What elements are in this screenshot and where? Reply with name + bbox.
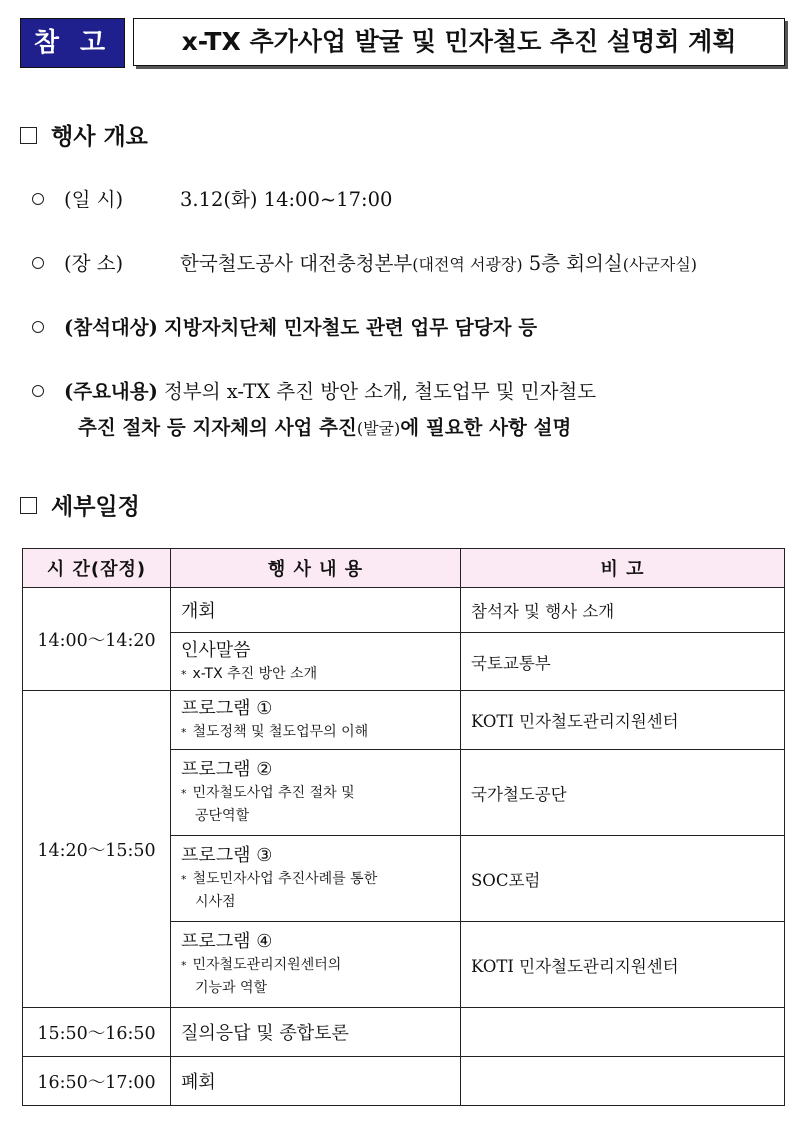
table-row bbox=[23, 1057, 785, 1106]
content-cell: 개회 bbox=[171, 588, 461, 633]
square-bullet-icon bbox=[20, 497, 37, 514]
content-cell: 프로그램 ③ * 철도민자사업 추진사례를 통한 시사점 bbox=[171, 836, 461, 922]
reference-badge: 참 고 bbox=[20, 18, 125, 68]
header-time: 시 간(잠정) bbox=[23, 549, 171, 588]
content-cell: 인사말씀 * x-TX 추진 방안 소개 bbox=[171, 633, 461, 691]
table-header-row bbox=[23, 549, 785, 588]
table-row bbox=[23, 1008, 785, 1057]
content-cell: 프로그램 ② * 민자철도사업 추진 절차 및 공단역할 bbox=[171, 750, 461, 836]
schedule-table bbox=[22, 548, 785, 1106]
square-bullet-icon bbox=[20, 127, 37, 144]
overview-item-contents-line2: 추진 절차 등 지자체의 사업 추진(발굴)에 필요한 사항 설명 bbox=[78, 416, 572, 439]
note-cell: 국토교통부 bbox=[461, 633, 785, 691]
content-cell: 질의응답 및 종합토론 bbox=[171, 1008, 461, 1057]
note-cell bbox=[461, 1008, 785, 1057]
section-schedule-heading: 세부일정 bbox=[20, 488, 140, 521]
header-note: 비 고 bbox=[461, 549, 785, 588]
circle-bullet-icon bbox=[32, 257, 44, 269]
note-cell bbox=[461, 1057, 785, 1106]
note-cell: 참석자 및 행사 소개 bbox=[461, 588, 785, 633]
circle-bullet-icon bbox=[32, 193, 44, 205]
note-cell: KOTI 민자철도관리지원센터 bbox=[461, 922, 785, 1008]
note-cell: SOC포럼 bbox=[461, 836, 785, 922]
overview-item-venue: (장 소) 한국철도공사 대전충청본부(대전역 서광장) 5층 회의실(사군자실) bbox=[32, 248, 697, 276]
overview-item-datetime: (일 시) 3.12(화) 14:00~17:00 bbox=[32, 184, 392, 212]
time-cell: 14:20～15:50 bbox=[23, 691, 171, 1008]
time-cell: 14:00～14:20 bbox=[23, 588, 171, 691]
time-cell: 16:50～17:00 bbox=[23, 1057, 171, 1106]
time-cell: 15:50～16:50 bbox=[23, 1008, 171, 1057]
content-cell: 폐회 bbox=[171, 1057, 461, 1106]
content-cell: 프로그램 ① * 철도정책 및 철도업무의 이해 bbox=[171, 691, 461, 750]
overview-item-attendees: (참석대상) 지방자치단체 민자철도 관련 업무 담당자 등 bbox=[32, 312, 537, 340]
table-row bbox=[23, 691, 785, 750]
document-header bbox=[20, 18, 785, 68]
document-title: x-TX 추가사업 발굴 및 민자철도 추진 설명회 계획 bbox=[133, 18, 785, 66]
header-content: 행 사 내 용 bbox=[171, 549, 461, 588]
note-cell: KOTI 민자철도관리지원센터 bbox=[461, 691, 785, 750]
circle-bullet-icon bbox=[32, 385, 44, 397]
table-row bbox=[23, 588, 785, 633]
circle-bullet-icon bbox=[32, 321, 44, 333]
content-cell: 프로그램 ④ * 민자철도관리지원센터의 기능과 역할 bbox=[171, 922, 461, 1008]
note-cell: 국가철도공단 bbox=[461, 750, 785, 836]
overview-item-contents: (주요내용) 정부의 x-TX 추진 방안 소개, 철도업무 및 민자철도 bbox=[32, 376, 596, 404]
section-overview-heading: 행사 개요 bbox=[20, 118, 148, 151]
